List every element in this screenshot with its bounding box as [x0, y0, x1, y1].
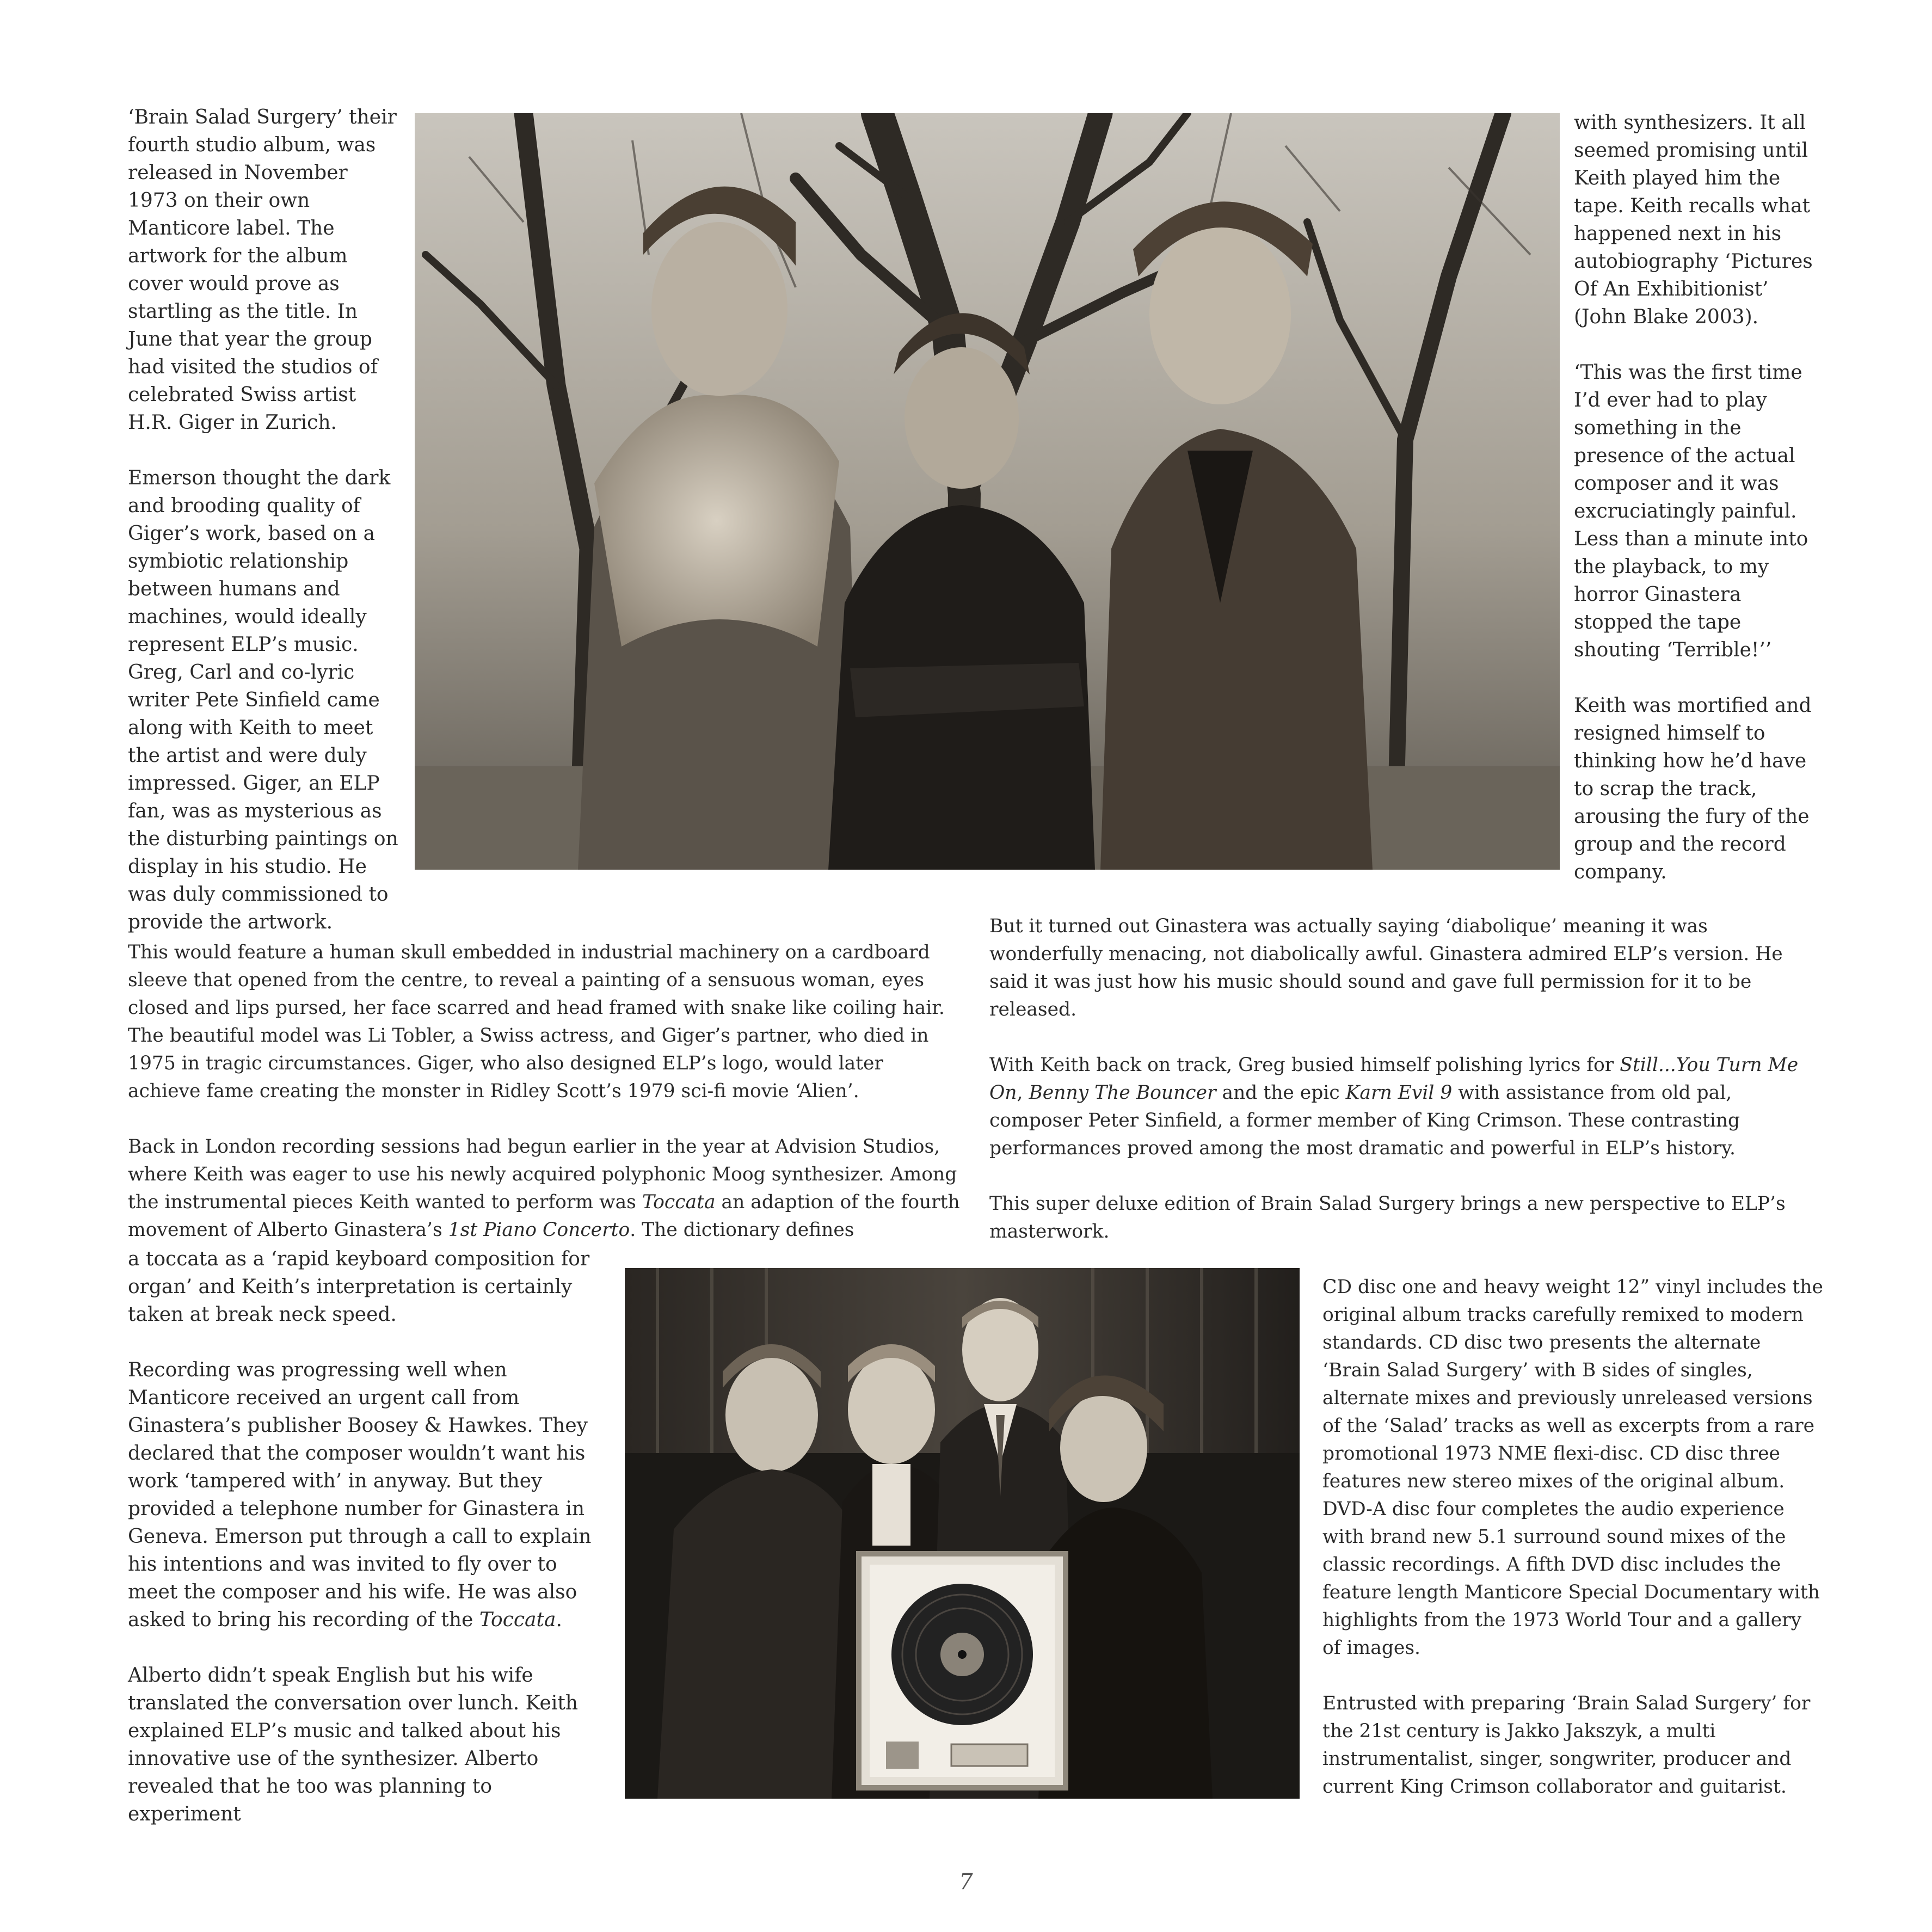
gold-disc-presentation-photo: [625, 1268, 1300, 1799]
title-piano-concerto: 1st Piano Concerto: [448, 1219, 630, 1241]
paragraph: [989, 1051, 1806, 1162]
title-karn-evil-9: Karn Evil 9: [1345, 1082, 1453, 1104]
text-run: Back in London recording sessions had begun earlier in the year at Advision Studios, where Keith was eager to use his newly acquired polyphonic Moog synthesizer. Among the instrumental pieces Keith wanted to perform was: [128, 1136, 957, 1213]
paragraph: But it turned out Ginastera was actually saying ‘diabolique’ meaning it was wonderfully menacing, not diabolically awful. Ginastera admired ELP’s version. He said it was just how his music should sound and gave full permission for it to be released.: [989, 915, 1783, 1020]
paragraph: This would feature a human skull embedded in industrial machinery on a cardboard sleeve that opened from the centre, to reveal a painting of a sensuous woman, eyes closed and lips pursed, her face scarred and head framed with snake like coiling hair. The beautiful model was Li Tobler, a Swiss actress, and Giger’s partner, who died in 1975 in tragic circumstances. Giger, who also designed ELP’s logo, would later achieve fame creating the monster in Ridley Scott’s 1979 sci-fi movie ‘Alien’.: [128, 942, 945, 1102]
text-run: . The dictionary defines: [630, 1219, 854, 1241]
text-column-top-left: [128, 103, 403, 936]
paragraph: Keith was mortified and resigned himself to thinking how he’d have to scrap the track, arousing the fury of the group and the record company.: [1574, 694, 1812, 883]
paragraph: Alberto didn’t speak English but his wife translated the conversation over lunch. Keith explained ELP’s music and talked about his innovative use of the synthesizer. Alberto revealed that he too was planning to experiment: [128, 1664, 579, 1825]
text-column-bottom-right: [1322, 1273, 1823, 1801]
text-column-middle-right: [989, 913, 1806, 1246]
text-run: .: [556, 1609, 562, 1631]
paragraph: [128, 1133, 961, 1244]
paragraph: with synthesizers. It all seemed promising until Keith played him the tape. Keith recalls what happened next in his autobiography ‘Pictures Of An Exhibitionist’ (John Blake 2003).: [1574, 112, 1813, 328]
text-run: Recording was progressing well when Manticore received an urgent call from Ginastera’s publisher Boosey & Hawkes. They declared that the composer wouldn’t want his work ‘tampered with’ in anyway. But they provided a telephone number for Ginastera in Geneva. Emerson put through a call to explain his intentions and was invited to fly over to meet the composer and his wife. He was also asked to bring his recording of the: [128, 1359, 592, 1631]
text-run: and the epic: [1216, 1082, 1346, 1104]
text-run: With Keith back on track, Greg busied himself polishing lyrics for: [989, 1054, 1620, 1076]
title-still-you-turn-me-on: Still...You Turn Me On: [989, 1054, 1799, 1104]
title-toccata: Toccata: [642, 1191, 716, 1213]
title-toccata: Toccata: [479, 1609, 556, 1631]
text-column-middle-left: [128, 939, 961, 1244]
text-run: an adaption of the fourth movement of Alberto Ginastera’s: [128, 1191, 960, 1241]
text-column-top-right: [1574, 109, 1824, 886]
paragraph: ‘Brain Salad Surgery’ their fourth studio album, was released in November 1973 on their own Manticore label. The artwork for the album cover would prove as startling as the title. In June that year the group had visited the studios of celebrated Swiss artist H.R. Giger in Zurich.: [128, 106, 397, 434]
band-portrait-photo: [415, 113, 1560, 870]
paragraph: ‘This was the first time I’d ever had to play something in the presence of the actual composer and it was excruciatingly painful. Less than a minute into the playback, to my horror Ginastera stopped the tape shouting ‘Terrible!’’: [1574, 361, 1808, 661]
text-run: with assistance from old pal, composer Peter Sinfield, a former member of King Crimson. These contrasting performances proved among the most dramatic and powerful in ELP’s history.: [989, 1082, 1740, 1159]
page-number: 7: [959, 1869, 973, 1894]
text-run: ,: [1017, 1082, 1029, 1104]
paragraph: [128, 1356, 601, 1634]
paragraph: Emerson thought the dark and brooding quality of Giger’s work, based on a symbiotic relationship between humans and machines, would ideally represent ELP’s music. Greg, Carl and co-lyric writer Pete Sinfield came along with Keith to meet the artist and were duly impressed. Giger, an ELP fan, was as mysterious as the disturbing paintings on display in his studio. He was duly commissioned to provide the artwork.: [128, 467, 398, 933]
paragraph: a toccata as a ‘rapid keyboard composition for organ’ and Keith’s interpretation is certainly taken at break neck speed.: [128, 1248, 590, 1326]
paragraph: This super deluxe edition of Brain Salad Surgery brings a new perspective to ELP’s masterwork.: [989, 1193, 1786, 1242]
paragraph: Entrusted with preparing ‘Brain Salad Surgery’ for the 21st century is Jakko Jakszyk, a multi instrumentalist, singer, songwriter, producer and current King Crimson collaborator and guitarist.: [1322, 1693, 1811, 1798]
title-benny-the-bouncer: Benny The Bouncer: [1029, 1082, 1216, 1104]
text-column-bottom-left: [128, 1245, 601, 1828]
paragraph: CD disc one and heavy weight 12” vinyl includes the original album tracks carefully remixed to modern standards. CD disc two presents the alternate ‘Brain Salad Surgery’ with B sides of singles, alternate mixes and previously unreleased versions of the ‘Salad’ tracks as well as excerpts from a rare promotional 1973 NME flexi-disc. CD disc three features new stereo mixes of the original album. DVD-A disc four completes the audio experience with brand new 5.1 surround sound mixes of the classic recordings. A fifth DVD disc includes the feature length Manticore Special Documentary with highlights from the 1973 World Tour and a gallery of images.: [1322, 1276, 1823, 1659]
